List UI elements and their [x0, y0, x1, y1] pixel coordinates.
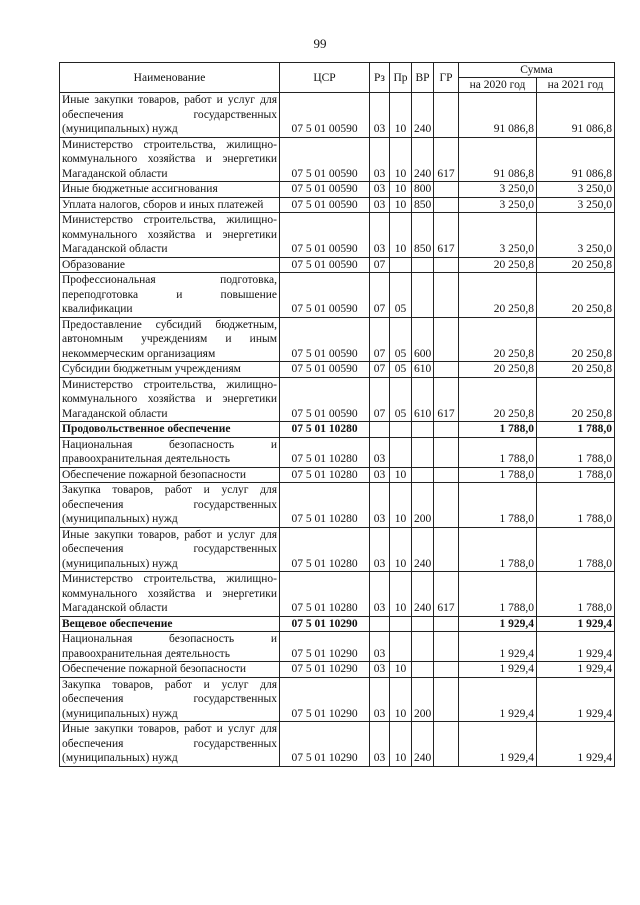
table-body: [60, 93, 615, 767]
cell-pr: 10: [390, 467, 412, 483]
table-row: [60, 273, 615, 318]
cell-gr: [434, 677, 459, 722]
cell-csr: 07 5 01 00590: [280, 182, 370, 198]
header-gr: ГР: [434, 63, 459, 93]
cell-name: Министерство строительства, жилищно-коммунального хозяйства и энергетики Магаданской области: [60, 572, 280, 617]
cell-sum-2020: 1 929,4: [459, 662, 537, 678]
cell-csr: 07 5 01 10290: [280, 722, 370, 767]
table-row: [60, 317, 615, 362]
cell-vr: [412, 437, 434, 467]
cell-rz: 07: [370, 377, 390, 422]
cell-gr: [434, 616, 459, 632]
cell-rz: 03: [370, 197, 390, 213]
cell-sum-2020: 20 250,8: [459, 257, 537, 273]
cell-rz: 03: [370, 93, 390, 138]
cell-pr: [390, 422, 412, 438]
cell-name: Обеспечение пожарной безопасности: [60, 662, 280, 678]
cell-rz: 03: [370, 137, 390, 182]
table-row: [60, 662, 615, 678]
cell-pr: 10: [390, 213, 412, 258]
table-row: [60, 616, 615, 632]
cell-csr: 07 5 01 10280: [280, 572, 370, 617]
cell-name: Субсидии бюджетным учреждениям: [60, 362, 280, 378]
cell-vr: [412, 616, 434, 632]
cell-vr: 240: [412, 572, 434, 617]
cell-gr: 617: [434, 572, 459, 617]
cell-pr: 10: [390, 722, 412, 767]
cell-name: Закупка товаров, работ и услуг для обеспечения государственных (муниципальных) нужд: [60, 483, 280, 528]
cell-rz: 03: [370, 182, 390, 198]
cell-vr: [412, 257, 434, 273]
cell-name: Министерство строительства, жилищно-коммунального хозяйства и энергетики Магаданской области: [60, 137, 280, 182]
cell-sum-2020: 3 250,0: [459, 213, 537, 258]
cell-vr: 800: [412, 182, 434, 198]
cell-vr: 850: [412, 213, 434, 258]
table-row: [60, 137, 615, 182]
cell-name: Министерство строительства, жилищно-коммунального хозяйства и энергетики Магаданской области: [60, 377, 280, 422]
cell-sum-2020: 1 788,0: [459, 483, 537, 528]
cell-csr: 07 5 01 00590: [280, 93, 370, 138]
cell-gr: [434, 422, 459, 438]
table-row: [60, 422, 615, 438]
cell-gr: [434, 467, 459, 483]
cell-sum-2020: 1 929,4: [459, 722, 537, 767]
cell-name: Иные закупки товаров, работ и услуг для обеспечения государственных (муниципальных) нужд: [60, 722, 280, 767]
cell-sum-2021: 1 788,0: [537, 437, 615, 467]
cell-sum-2020: 20 250,8: [459, 273, 537, 318]
table-row: [60, 677, 615, 722]
cell-gr: [434, 722, 459, 767]
cell-pr: 10: [390, 182, 412, 198]
table-row: [60, 483, 615, 528]
cell-pr: 10: [390, 483, 412, 528]
header-pr: Пр: [390, 63, 412, 93]
cell-csr: 07 5 01 00590: [280, 377, 370, 422]
cell-gr: [434, 197, 459, 213]
table-row: [60, 197, 615, 213]
cell-rz: [370, 422, 390, 438]
cell-sum-2020: 1 929,4: [459, 677, 537, 722]
cell-sum-2021: 1 929,4: [537, 677, 615, 722]
table-row: [60, 572, 615, 617]
cell-sum-2021: 20 250,8: [537, 273, 615, 318]
cell-sum-2021: 3 250,0: [537, 213, 615, 258]
cell-sum-2021: 20 250,8: [537, 317, 615, 362]
cell-pr: 05: [390, 377, 412, 422]
cell-name: Образование: [60, 257, 280, 273]
cell-gr: [434, 483, 459, 528]
cell-sum-2021: 91 086,8: [537, 93, 615, 138]
cell-rz: 07: [370, 257, 390, 273]
cell-csr: 07 5 01 00590: [280, 257, 370, 273]
cell-vr: [412, 467, 434, 483]
cell-sum-2021: 20 250,8: [537, 377, 615, 422]
cell-gr: [434, 362, 459, 378]
cell-sum-2020: 1 929,4: [459, 616, 537, 632]
cell-rz: 03: [370, 213, 390, 258]
cell-pr: 10: [390, 93, 412, 138]
cell-vr: 240: [412, 137, 434, 182]
cell-name: Обеспечение пожарной безопасности: [60, 467, 280, 483]
cell-gr: 617: [434, 213, 459, 258]
cell-vr: 240: [412, 93, 434, 138]
cell-sum-2020: 3 250,0: [459, 182, 537, 198]
cell-vr: 610: [412, 362, 434, 378]
cell-sum-2021: 3 250,0: [537, 182, 615, 198]
cell-sum-2020: 1 788,0: [459, 527, 537, 572]
cell-vr: [412, 632, 434, 662]
cell-csr: 07 5 01 10280: [280, 483, 370, 528]
cell-sum-2021: 1 929,4: [537, 616, 615, 632]
cell-csr: 07 5 01 00590: [280, 197, 370, 213]
cell-csr: 07 5 01 00590: [280, 137, 370, 182]
cell-sum-2021: 1 929,4: [537, 662, 615, 678]
cell-sum-2020: 20 250,8: [459, 362, 537, 378]
header-csr: ЦСР: [280, 63, 370, 93]
header-year-2021: на 2021 год: [537, 78, 615, 93]
header-rz: Рз: [370, 63, 390, 93]
header-vr: ВР: [412, 63, 434, 93]
cell-name: Иные закупки товаров, работ и услуг для обеспечения государственных (муниципальных) нужд: [60, 527, 280, 572]
cell-sum-2021: 1 929,4: [537, 722, 615, 767]
table-row: [60, 182, 615, 198]
cell-rz: 03: [370, 632, 390, 662]
cell-rz: 07: [370, 362, 390, 378]
cell-sum-2020: 1 788,0: [459, 422, 537, 438]
cell-csr: 07 5 01 10290: [280, 632, 370, 662]
cell-sum-2020: 1 788,0: [459, 437, 537, 467]
cell-pr: 05: [390, 317, 412, 362]
cell-csr: 07 5 01 10290: [280, 616, 370, 632]
cell-sum-2020: 91 086,8: [459, 137, 537, 182]
cell-vr: [412, 662, 434, 678]
cell-gr: [434, 527, 459, 572]
budget-table: [59, 62, 615, 767]
cell-sum-2021: 91 086,8: [537, 137, 615, 182]
cell-pr: 05: [390, 273, 412, 318]
cell-csr: 07 5 01 10280: [280, 467, 370, 483]
cell-gr: [434, 273, 459, 318]
cell-csr: 07 5 01 10280: [280, 437, 370, 467]
cell-vr: 600: [412, 317, 434, 362]
cell-name: Министерство строительства, жилищно-коммунального хозяйства и энергетики Магаданской области: [60, 213, 280, 258]
cell-gr: 617: [434, 377, 459, 422]
cell-name: Продовольственное обеспечение: [60, 422, 280, 438]
cell-rz: 03: [370, 467, 390, 483]
cell-gr: [434, 93, 459, 138]
cell-pr: 10: [390, 137, 412, 182]
header-sum: Сумма: [459, 63, 615, 78]
cell-gr: [434, 257, 459, 273]
cell-name: Национальная безопасность и правоохранительная деятельность: [60, 632, 280, 662]
cell-gr: [434, 317, 459, 362]
cell-sum-2020: 1 929,4: [459, 632, 537, 662]
cell-csr: 07 5 01 10290: [280, 662, 370, 678]
cell-pr: 10: [390, 527, 412, 572]
cell-gr: [434, 632, 459, 662]
cell-sum-2021: 3 250,0: [537, 197, 615, 213]
cell-sum-2021: 1 788,0: [537, 467, 615, 483]
cell-csr: 07 5 01 10280: [280, 527, 370, 572]
cell-csr: 07 5 01 00590: [280, 317, 370, 362]
cell-sum-2021: 20 250,8: [537, 362, 615, 378]
cell-name: Закупка товаров, работ и услуг для обеспечения государственных (муниципальных) нужд: [60, 677, 280, 722]
cell-pr: 10: [390, 677, 412, 722]
page-number: 99: [313, 36, 327, 51]
cell-vr: 200: [412, 483, 434, 528]
cell-sum-2021: 1 788,0: [537, 527, 615, 572]
table-row: [60, 377, 615, 422]
cell-vr: 240: [412, 527, 434, 572]
cell-vr: 850: [412, 197, 434, 213]
cell-gr: [434, 437, 459, 467]
cell-sum-2021: 1 929,4: [537, 632, 615, 662]
cell-pr: [390, 437, 412, 467]
cell-pr: [390, 616, 412, 632]
cell-rz: [370, 616, 390, 632]
cell-rz: 03: [370, 483, 390, 528]
cell-pr: 10: [390, 572, 412, 617]
cell-sum-2021: 1 788,0: [537, 483, 615, 528]
table-row: [60, 93, 615, 138]
cell-rz: 03: [370, 437, 390, 467]
cell-gr: [434, 182, 459, 198]
cell-csr: 07 5 01 10280: [280, 422, 370, 438]
cell-name: Вещевое обеспечение: [60, 616, 280, 632]
cell-gr: [434, 662, 459, 678]
table-row: [60, 632, 615, 662]
cell-vr: 200: [412, 677, 434, 722]
cell-csr: 07 5 01 00590: [280, 213, 370, 258]
cell-csr: 07 5 01 00590: [280, 273, 370, 318]
cell-sum-2020: 1 788,0: [459, 572, 537, 617]
cell-csr: 07 5 01 10290: [280, 677, 370, 722]
cell-vr: [412, 422, 434, 438]
cell-name: Иные закупки товаров, работ и услуг для обеспечения государственных (муниципальных) нужд: [60, 93, 280, 138]
cell-name: Профессиональная подготовка, переподготовка и повышение квалификации: [60, 273, 280, 318]
cell-name: Национальная безопасность и правоохранительная деятельность: [60, 437, 280, 467]
cell-vr: 240: [412, 722, 434, 767]
cell-pr: [390, 632, 412, 662]
cell-pr: 05: [390, 362, 412, 378]
header-name: Наименование: [60, 63, 280, 93]
table-row: [60, 362, 615, 378]
cell-rz: 03: [370, 677, 390, 722]
cell-csr: 07 5 01 00590: [280, 362, 370, 378]
cell-name: Предоставление субсидий бюджетным, автономным учреждениям и иным некоммерческим организациям: [60, 317, 280, 362]
table-header: [60, 63, 615, 93]
cell-sum-2020: 1 788,0: [459, 467, 537, 483]
cell-name: Иные бюджетные ассигнования: [60, 182, 280, 198]
table-row: [60, 437, 615, 467]
cell-pr: 10: [390, 197, 412, 213]
cell-rz: 03: [370, 662, 390, 678]
cell-sum-2021: 20 250,8: [537, 257, 615, 273]
cell-sum-2021: 1 788,0: [537, 422, 615, 438]
cell-rz: 03: [370, 527, 390, 572]
table-row: [60, 527, 615, 572]
cell-sum-2021: 1 788,0: [537, 572, 615, 617]
cell-rz: 07: [370, 317, 390, 362]
cell-name: Уплата налогов, сборов и иных платежей: [60, 197, 280, 213]
cell-rz: 03: [370, 572, 390, 617]
table-row: [60, 257, 615, 273]
cell-gr: 617: [434, 137, 459, 182]
header-year-2020: на 2020 год: [459, 78, 537, 93]
table-row: [60, 213, 615, 258]
cell-vr: 610: [412, 377, 434, 422]
cell-rz: 03: [370, 722, 390, 767]
cell-sum-2020: 20 250,8: [459, 377, 537, 422]
cell-sum-2020: 91 086,8: [459, 93, 537, 138]
cell-pr: 10: [390, 662, 412, 678]
table-row: [60, 467, 615, 483]
cell-pr: [390, 257, 412, 273]
cell-sum-2020: 3 250,0: [459, 197, 537, 213]
cell-vr: [412, 273, 434, 318]
cell-sum-2020: 20 250,8: [459, 317, 537, 362]
cell-rz: 07: [370, 273, 390, 318]
table-row: [60, 722, 615, 767]
